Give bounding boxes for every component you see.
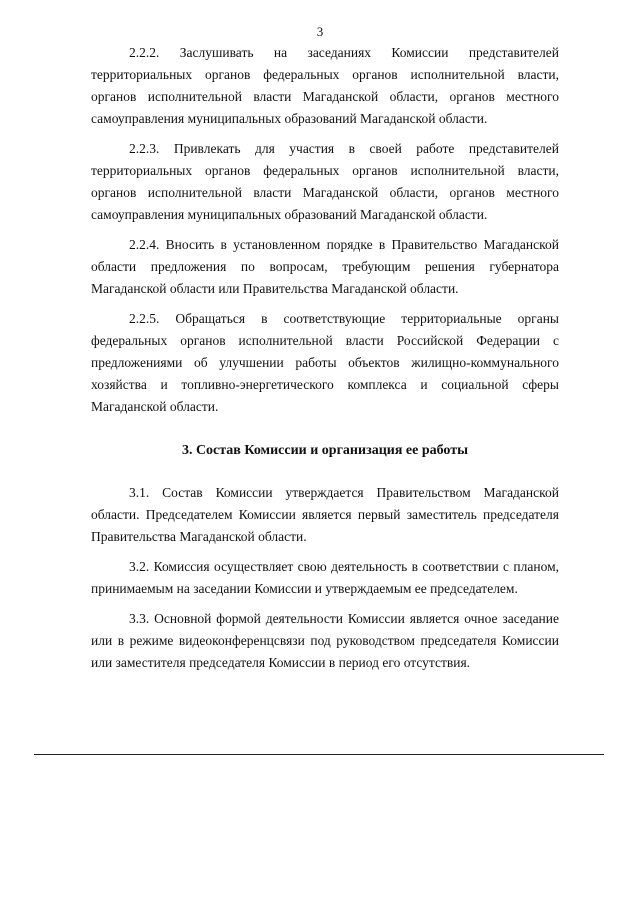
paragraph-2-2-2: 2.2.2. Заслушивать на заседаниях Комиссии представителей территориальных органов федеральных органов исполнительной власти, органов исполнительной власти Магаданской области, органов местного самоуправления муниципальных образований Магаданской области. bbox=[91, 45, 559, 126]
paragraph-2-2-3: 2.2.3. Привлекать для участия в своей работе представителей территориальных органов федеральных органов исполнительной власти, органов исполнительной власти Магаданской области, органов местного самоуправления муниципальных образований Магаданской области. bbox=[91, 141, 559, 222]
paragraph-3-1: 3.1. Состав Комиссии утверждается Правительством Магаданской области. Председателем Комиссии является первый заместитель председателя Правительства Магаданской области. bbox=[91, 485, 559, 544]
footer-divider bbox=[34, 754, 604, 755]
paragraph-3-2: 3.2. Комиссия осуществляет свою деятельность в соответствии с планом, принимаемым на заседании Комиссии и утверждаемым ее председателем. bbox=[91, 559, 559, 596]
paragraph-3-3: 3.3. Основной формой деятельности Комиссии является очное заседание или в режиме видеоконференцсвязи под руководством председателя Комиссии или заместителя председателя Комиссии в период его отсутствия. bbox=[91, 611, 559, 670]
document-body bbox=[91, 42, 559, 682]
paragraph-2-2-5: 2.2.5. Обращаться в соответствующие территориальные органы федеральных органов исполнительной власти Российской Федерации с предложениями об улучшении работы объектов жилищно-коммунального хозяйства и топливно-энергетического комплекса и социальной сферы Магаданской области. bbox=[91, 311, 559, 414]
section-heading: 3. Состав Комиссии и организация ее работы bbox=[181, 443, 469, 458]
paragraph-2-2-4: 2.2.4. Вносить в установленном порядке в Правительство Магаданской области предложения по вопросам, требующим решения губернатора Магаданской области или Правительства Магаданской области. bbox=[91, 237, 559, 296]
page-number: 3 bbox=[316, 24, 324, 39]
